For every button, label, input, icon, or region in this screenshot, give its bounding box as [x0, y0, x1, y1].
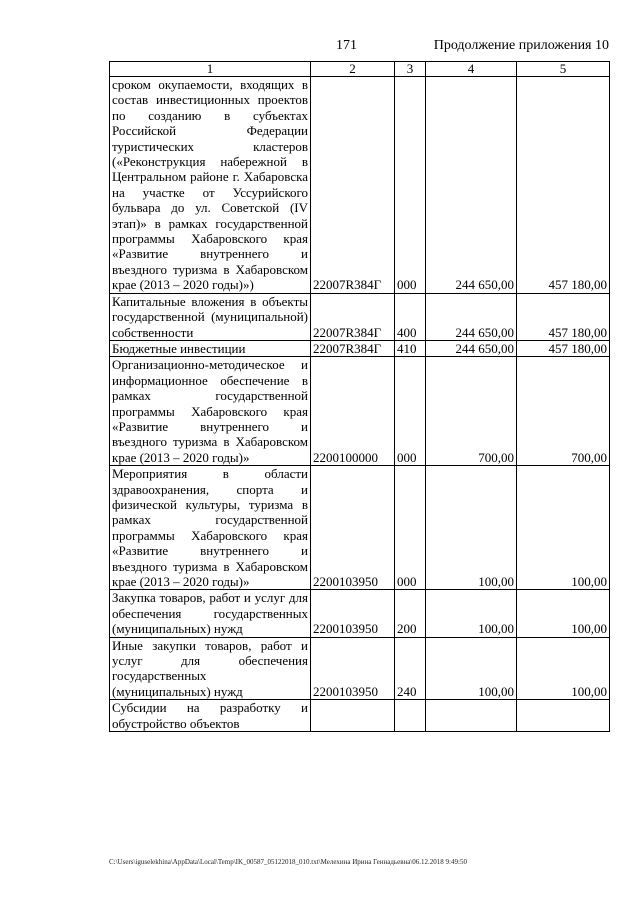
- table-body: [110, 77, 610, 732]
- table-row: [110, 357, 610, 466]
- column-header-sum-1: 4: [426, 62, 517, 77]
- row-name: Иные закупки товаров, работ и услуг для обеспечения государственных (муниципальных) нужд: [110, 637, 311, 700]
- row-expense-type: 240: [395, 637, 426, 700]
- row-expense-type: 200: [395, 590, 426, 637]
- row-sum-2: [517, 700, 610, 732]
- row-target-article: 22007R384Г: [311, 293, 395, 340]
- row-sum-1: 700,00: [426, 357, 517, 466]
- row-sum-2: 457 180,00: [517, 293, 610, 340]
- row-sum-2: 100,00: [517, 466, 610, 590]
- file-path-footer: C:\Users\iguselekhina\AppData\Local\Temp\IK_00587_05122018_010.txt\Мелехина Ирина Геннадьевна\06.12.2018 9:49:50: [109, 858, 467, 866]
- row-sum-1: [426, 700, 517, 732]
- page-number: 171: [336, 38, 357, 53]
- row-sum-2: 100,00: [517, 590, 610, 637]
- row-name: Мероприятия в области здравоохранения, спорта и физической культуры, туризма в рамках государственной программы Хабаровского края «Развитие внутреннего и въездного туризма в Хабаровском крае (2013 – 2020 годы)»: [110, 466, 311, 590]
- table-row: [110, 466, 610, 590]
- table-row: [110, 77, 610, 294]
- column-number-row: [110, 62, 610, 77]
- row-expense-type: 400: [395, 293, 426, 340]
- row-target-article: 22007R384Г: [311, 77, 395, 294]
- row-expense-type: 000: [395, 466, 426, 590]
- row-target-article: 2200103950: [311, 590, 395, 637]
- column-header-csr: 2: [311, 62, 395, 77]
- row-target-article: 2200103950: [311, 466, 395, 590]
- row-sum-1: 244 650,00: [426, 293, 517, 340]
- table-header: [110, 62, 610, 77]
- column-header-name: 1: [110, 62, 311, 77]
- table-row: [110, 700, 610, 732]
- row-sum-1: 100,00: [426, 637, 517, 700]
- row-target-article: 22007R384Г: [311, 340, 395, 356]
- appendix-continuation-caption: Продолжение приложения 10: [433, 38, 609, 53]
- row-name: Организационно-методическое и информационное обеспечение в рамках государственной программы Хабаровского края «Развитие внутреннего и въездного туризма в Хабаровском крае (2013 – 2020 годы)»: [110, 357, 311, 466]
- row-sum-2: 100,00: [517, 637, 610, 700]
- row-sum-1: 244 650,00: [426, 340, 517, 356]
- row-name: Субсидии на разработку и обустройство объектов: [110, 700, 311, 732]
- table-row: [110, 293, 610, 340]
- row-sum-2: 457 180,00: [517, 340, 610, 356]
- table-row: [110, 590, 610, 637]
- row-sum-1: 100,00: [426, 466, 517, 590]
- table-row: [110, 340, 610, 356]
- row-sum-1: 244 650,00: [426, 77, 517, 294]
- table-row: [110, 637, 610, 700]
- row-name: сроком окупаемости, входящих в состав инвестиционных проектов по созданию в субъектах Российской Федерации туристических кластеров («Реконструкция набережной в Центральном районе г. Хабаровска на участке от Уссурийского бульвара до ул. Советской (IV этап)» в рамках государственной программы Хабаровского края «Развитие внутреннего и въездного туризма в Хабаровском крае (2013 – 2020 годы)»): [110, 77, 311, 294]
- row-target-article: 2200103950: [311, 637, 395, 700]
- row-expense-type: 410: [395, 340, 426, 356]
- column-header-vr: 3: [395, 62, 426, 77]
- row-sum-2: 700,00: [517, 357, 610, 466]
- row-sum-2: 457 180,00: [517, 77, 610, 294]
- column-header-sum-2: 5: [517, 62, 610, 77]
- row-sum-1: 100,00: [426, 590, 517, 637]
- row-name: Капитальные вложения в объекты государственной (муниципальной) собственности: [110, 293, 311, 340]
- row-expense-type: 000: [395, 77, 426, 294]
- row-target-article: 2200100000: [311, 357, 395, 466]
- row-name: Закупка товаров, работ и услуг для обеспечения государственных (муниципальных) нужд: [110, 590, 311, 637]
- budget-table: [109, 61, 610, 732]
- row-target-article: [311, 700, 395, 732]
- row-name: Бюджетные инвестиции: [110, 340, 311, 356]
- row-expense-type: 000: [395, 357, 426, 466]
- row-expense-type: [395, 700, 426, 732]
